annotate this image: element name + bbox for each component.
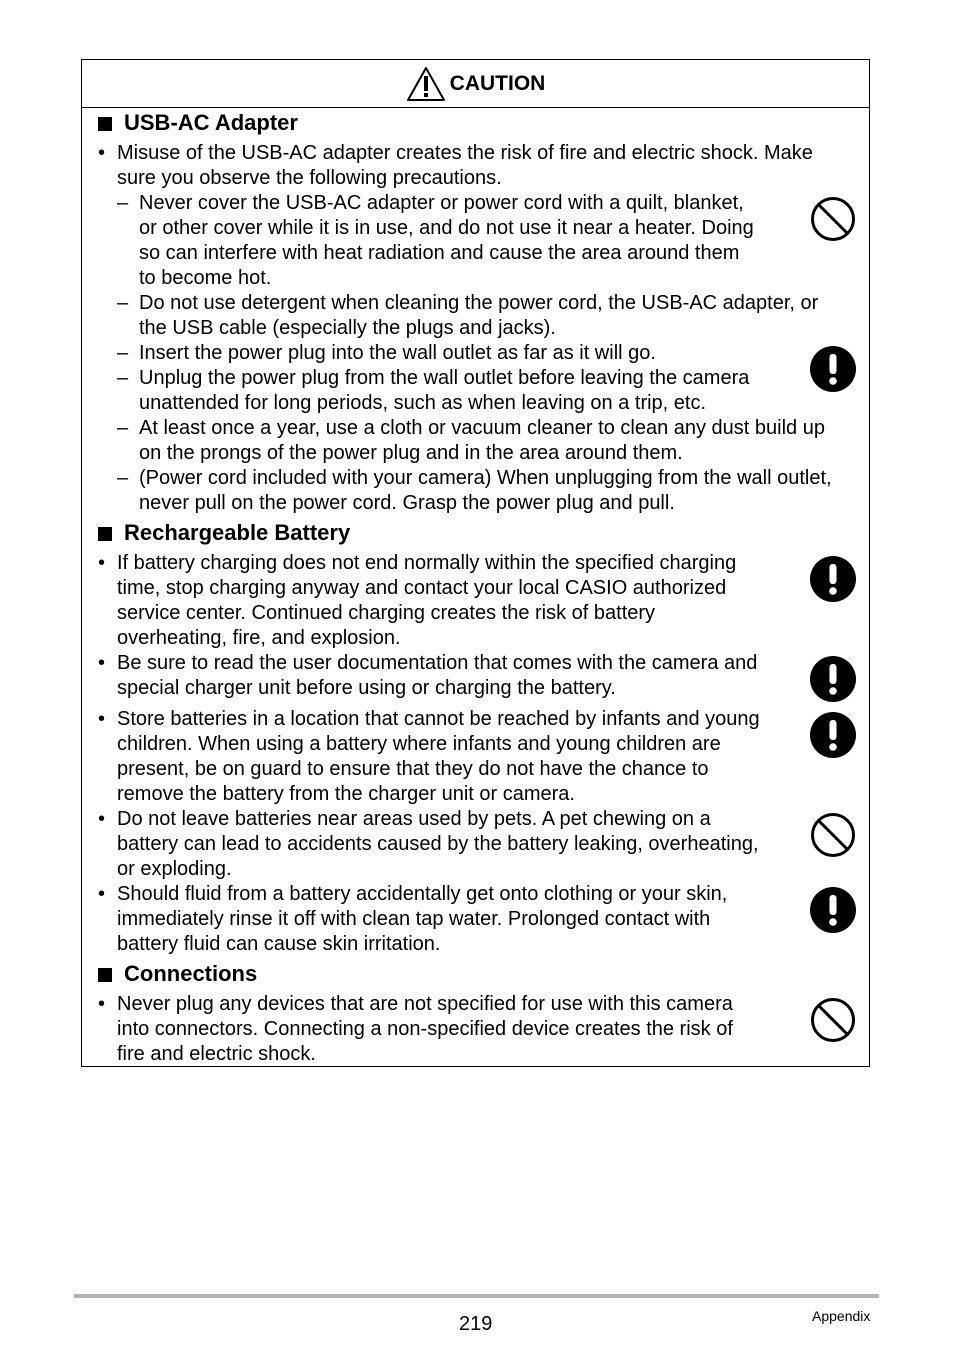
battery-b2-line: special charger unit before using or charging the battery. [117, 677, 616, 699]
caution-label: CAUTION [449, 71, 546, 95]
dash: – [117, 192, 129, 214]
connections-c1-line: fire and electric shock. [117, 1043, 316, 1065]
mandatory-action-icon [810, 346, 856, 392]
battery-b1-line: overheating, fire, and explosion. [117, 627, 401, 649]
square-bullet-icon [98, 527, 112, 541]
usb-d1-line: so can interfere with heat radiation and cause the area around them [139, 242, 740, 264]
bullet: • [98, 993, 106, 1015]
caution-header [82, 60, 869, 108]
bullet: • [98, 708, 106, 730]
section-heading-connections-text: Connections [124, 961, 258, 986]
battery-b3-line: children. When using a battery where infants and young children are [117, 733, 721, 755]
mandatory-action-icon [810, 656, 856, 702]
section-heading-battery-text: Rechargeable Battery [124, 520, 351, 545]
footer-rule [74, 1294, 879, 1298]
usb-d4-line: Unplug the power plug from the wall outlet before leaving the camera [139, 367, 750, 389]
prohibition-icon [810, 812, 856, 858]
usb-d1-line: Never cover the USB-AC adapter or power cord with a quilt, blanket, [139, 192, 744, 214]
usb-d5-line: At least once a year, use a cloth or vacuum cleaner to clean any dust build up [139, 417, 825, 439]
usb-d6-line: (Power cord included with your camera) When unplugging from the wall outlet, [139, 467, 832, 489]
battery-b3-line: remove the battery from the charger unit or camera. [117, 783, 575, 805]
usb-d2-line: Do not use detergent when cleaning the power cord, the USB-AC adapter, or [139, 292, 819, 314]
page-number: 219 [459, 1313, 493, 1335]
dash: – [117, 467, 129, 489]
bullet: • [98, 652, 106, 674]
warning-triangle-icon [406, 66, 446, 102]
battery-b1-line: service center. Continued charging creates the risk of battery [117, 602, 656, 624]
usb-d3-line: Insert the power plug into the wall outlet as far as it will go. [139, 342, 656, 364]
connections-c1-line: into connectors. Connecting a non-specified device creates the risk of [117, 1018, 733, 1040]
usb-d5-line: on the prongs of the power plug and in the area around them. [139, 442, 683, 464]
section-heading-usb-text: USB-AC Adapter [124, 110, 298, 135]
prohibition-icon [810, 997, 856, 1043]
battery-b2-line: Be sure to read the user documentation that comes with the camera and [117, 652, 758, 674]
usb-intro-line: sure you observe the following precautions. [117, 167, 502, 189]
prohibition-icon [810, 196, 856, 242]
mandatory-action-icon [810, 712, 856, 758]
dash: – [117, 342, 129, 364]
bullet: • [98, 883, 106, 905]
bullet: • [98, 808, 106, 830]
mandatory-action-icon [810, 556, 856, 602]
bullet: • [98, 142, 106, 164]
battery-b4-line: or exploding. [117, 858, 232, 880]
usb-intro-line: Misuse of the USB-AC adapter creates the risk of fire and electric shock. Make [117, 142, 813, 164]
footer-section-label: Appendix [812, 1308, 871, 1324]
dash: – [117, 367, 129, 389]
dash: – [117, 292, 129, 314]
usb-d6-line: never pull on the power cord. Grasp the power plug and pull. [139, 492, 675, 514]
usb-d1-line: to become hot. [139, 267, 272, 289]
battery-b4-line: battery can lead to accidents caused by the battery leaking, overheating, [117, 833, 759, 855]
battery-b3-line: present, be on guard to ensure that they do not have the chance to [117, 758, 709, 780]
usb-d2-line: the USB cable (especially the plugs and jacks). [139, 317, 556, 339]
section-heading-connections [98, 961, 257, 986]
usb-d1-line: or other cover while it is in use, and do not use it near a heater. Doing [139, 217, 754, 239]
section-heading-battery [98, 520, 350, 545]
battery-b5-line: battery fluid can cause skin irritation. [117, 933, 441, 955]
square-bullet-icon [98, 968, 112, 982]
battery-b1-line: If battery charging does not end normally within the specified charging [117, 552, 737, 574]
section-heading-usb [98, 110, 298, 135]
battery-b3-line: Store batteries in a location that cannot be reached by infants and young [117, 708, 760, 730]
bullet: • [98, 552, 106, 574]
square-bullet-icon [98, 117, 112, 131]
battery-b5-line: Should fluid from a battery accidentally get onto clothing or your skin, [117, 883, 728, 905]
dash: – [117, 417, 129, 439]
battery-b4-line: Do not leave batteries near areas used by pets. A pet chewing on a [117, 808, 711, 830]
battery-b1-line: time, stop charging anyway and contact your local CASIO authorized [117, 577, 727, 599]
connections-c1-line: Never plug any devices that are not specified for use with this camera [117, 993, 733, 1015]
usb-d4-line: unattended for long periods, such as when leaving on a trip, etc. [139, 392, 707, 414]
battery-b5-line: immediately rinse it off with clean tap water. Prolonged contact with [117, 908, 711, 930]
mandatory-action-icon [810, 887, 856, 933]
